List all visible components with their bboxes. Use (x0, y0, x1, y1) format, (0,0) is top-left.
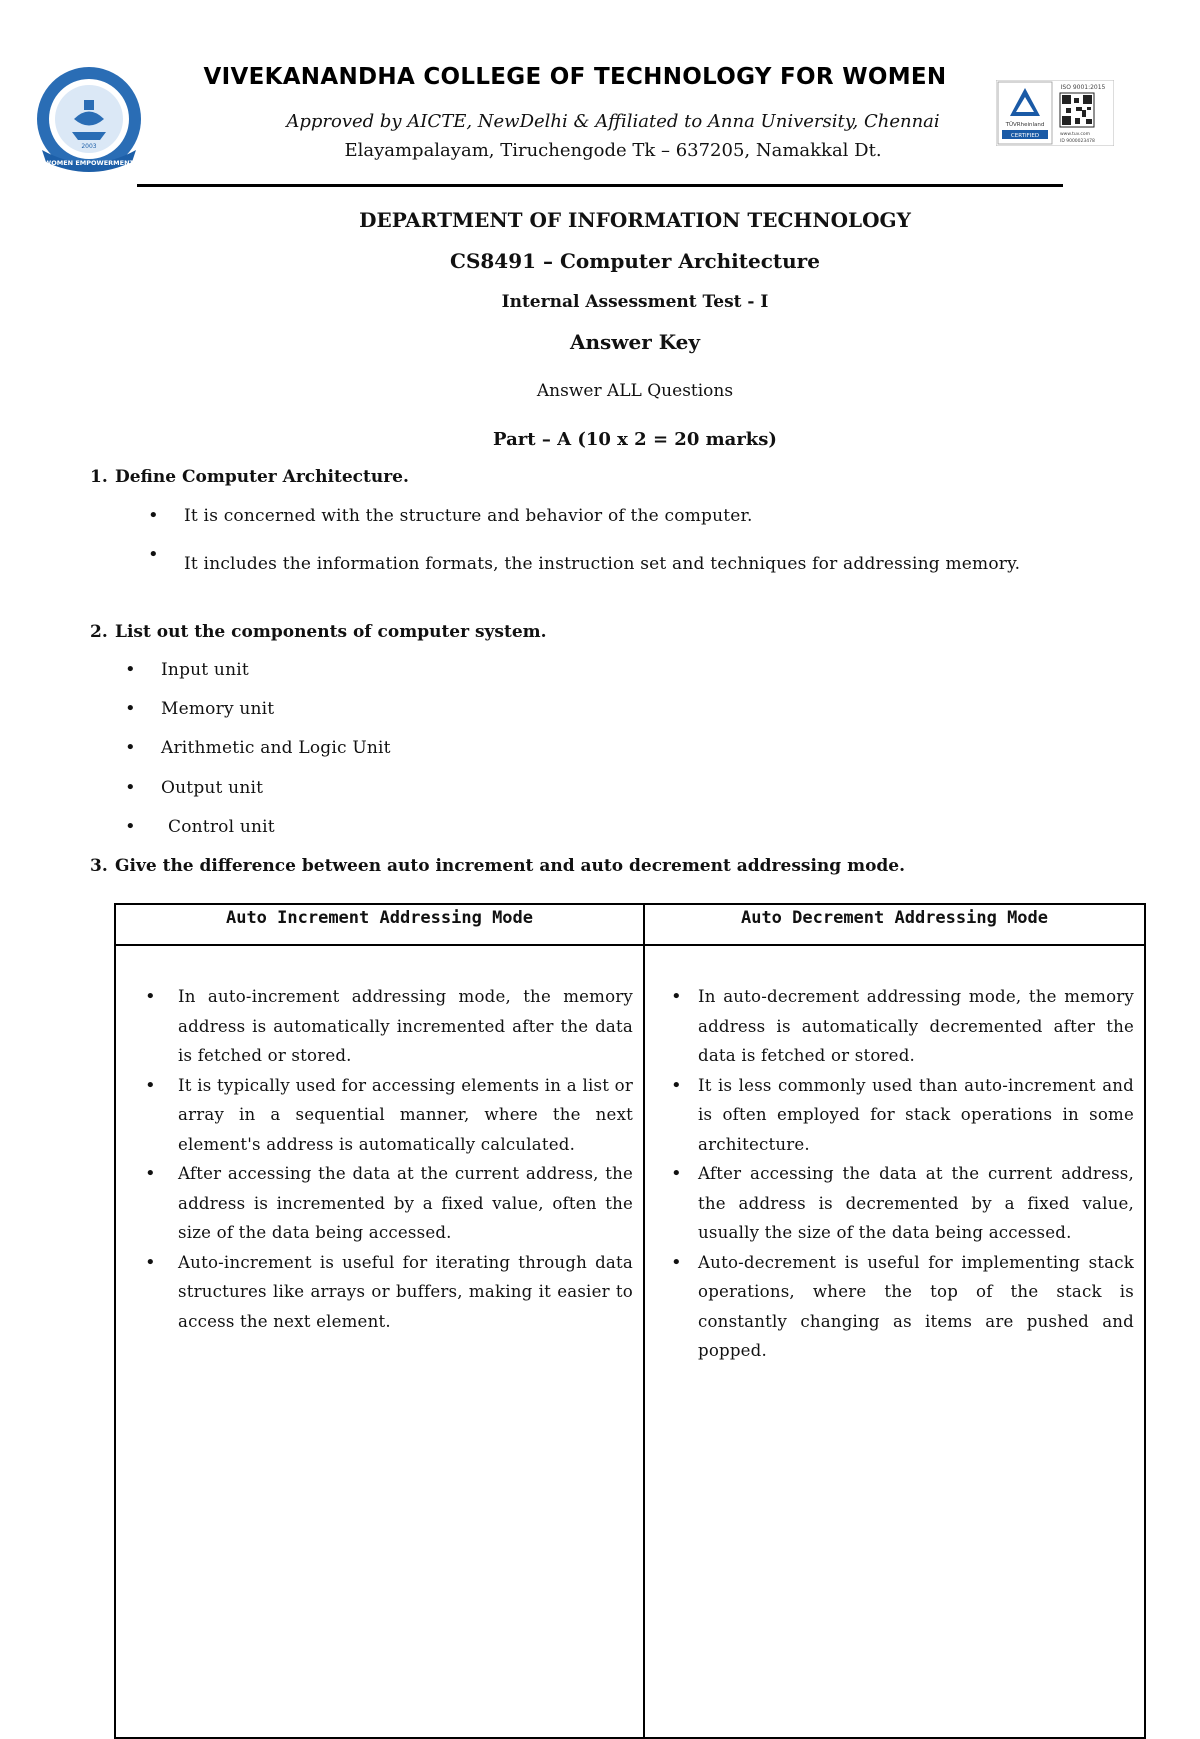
cell-text: After accessing the data at the current address, the address is incremented by a fixed value, often the size of the data being accessed. (178, 1164, 633, 1242)
list-item (671, 982, 1134, 1071)
list-item (145, 1159, 633, 1248)
cell-text: It is less commonly used than auto-increment and is often employed for stack operations in some architecture. (698, 1075, 1134, 1154)
logo-banner-text: WOMEN EMPOWERMENT (44, 159, 134, 167)
cert-label-text: CERTIFIED (1010, 133, 1040, 139)
table-cell-increment (115, 945, 644, 1738)
table-header-row (115, 904, 1145, 945)
list-item (671, 1159, 1134, 1248)
list-item (125, 660, 249, 680)
bullet-icon: • (148, 505, 159, 526)
cell-text: After accessing the data at the current address, the address is decremented by a fixed value, usually the size of the data being accessed. (698, 1164, 1134, 1242)
answer-key-title: Answer Key (569, 330, 701, 354)
bullet-icon: • (671, 986, 682, 1007)
answer-text: Input unit (161, 660, 249, 680)
logo-year-text: 2003 (81, 143, 97, 150)
answer-text: Arithmetic and Logic Unit (161, 738, 391, 758)
bullet-icon: • (671, 1163, 682, 1184)
list-item (125, 738, 391, 758)
cert-id-text: ID 9000023478 (1060, 139, 1095, 144)
bullet-icon: • (145, 986, 156, 1007)
list-item (145, 982, 633, 1071)
bullet-icon: • (671, 1074, 682, 1096)
college-name: VIVEKANANDHA COLLEGE OF TECHNOLOGY FOR WOMEN (203, 64, 947, 90)
bullet-icon: • (125, 659, 136, 680)
table-header-decrement: Auto Decrement Addressing Mode (644, 904, 1145, 945)
list-item (125, 778, 263, 798)
instruction-line: Answer ALL Questions (536, 381, 734, 401)
answer-text: Output unit (161, 778, 264, 798)
bullet-icon: • (145, 1163, 156, 1184)
table-header-increment: Auto Increment Addressing Mode (115, 904, 644, 945)
college-logo (34, 64, 144, 174)
question-text: List out the components of computer system. (115, 622, 547, 642)
list-item (125, 699, 274, 719)
cell-text: Auto-decrement is useful for implementing stack operations, where the top of the stack is constantly changing as items are pushed and popped. (698, 1252, 1134, 1360)
question-number: 1. (90, 467, 108, 487)
cell-text: In auto-increment addressing mode, the memory address is automatically incremented after the data is fetched or stored. (178, 987, 633, 1065)
cell-text: In auto-decrement addressing mode, the memory address is automatically decremented after the data is fetched or stored. (698, 987, 1134, 1065)
cert-brand-text: TÜVRheinland (1005, 122, 1045, 128)
bullet-icon: • (145, 1074, 156, 1096)
bullet-icon: • (125, 777, 136, 798)
course-title: CS8491 – Computer Architecture (450, 249, 820, 273)
answer-text: It is concerned with the structure and behavior of the computer. (184, 506, 753, 526)
iso-standard-text: ISO 9001:2015 (1060, 84, 1106, 91)
bullet-icon: • (125, 698, 136, 719)
question-3 (90, 856, 905, 876)
bullet-icon: • (148, 544, 159, 565)
bullet-icon: • (671, 1251, 682, 1273)
question-number: 3. (90, 856, 108, 876)
table-row (115, 945, 1145, 1738)
part-heading: Part – A (10 x 2 = 20 marks) (493, 429, 777, 450)
department-title: DEPARTMENT OF INFORMATION TECHNOLOGY (359, 208, 911, 232)
list-item (671, 1248, 1134, 1366)
cert-site-text: www.tuv.com (1060, 132, 1091, 137)
list-item (148, 506, 753, 526)
question-text: Define Computer Architecture. (115, 467, 409, 487)
list-item: It includes the information formats, the instruction set and techniques for addressing memory. (184, 554, 1021, 574)
question-text: Give the difference between auto increment and auto decrement addressing mode. (115, 856, 906, 876)
cell-text: It is typically used for accessing elements in a list or array in a sequential manner, where the next element's address is automatically calculated. (178, 1075, 633, 1154)
question-2 (90, 622, 547, 642)
address-line: Elayampalayam, Tiruchengode Tk – 637205, Namakkal Dt. (344, 140, 882, 161)
comparison-table (114, 903, 1146, 1739)
list-item (145, 1248, 633, 1337)
header-divider (137, 184, 1063, 187)
bullet-icon: • (125, 816, 136, 837)
answer-text: Memory unit (161, 699, 275, 719)
bullet-icon: • (145, 1251, 156, 1273)
test-title: Internal Assessment Test - I (501, 292, 769, 312)
bullet-icon: • (125, 737, 136, 758)
list-item (125, 817, 275, 837)
question-number: 2. (90, 622, 108, 642)
approval-line: Approved by AICTE, NewDelhi & Affiliated to Anna University, Chennai (286, 111, 940, 132)
list-item (671, 1071, 1134, 1160)
table-cell-decrement (644, 945, 1145, 1738)
cell-text: Auto-increment is useful for iterating through data structures like arrays or buffers, making it easier to access the next element. (178, 1252, 633, 1331)
answer-text: Control unit (168, 817, 275, 837)
question-1 (90, 467, 409, 487)
list-item (145, 1071, 633, 1160)
